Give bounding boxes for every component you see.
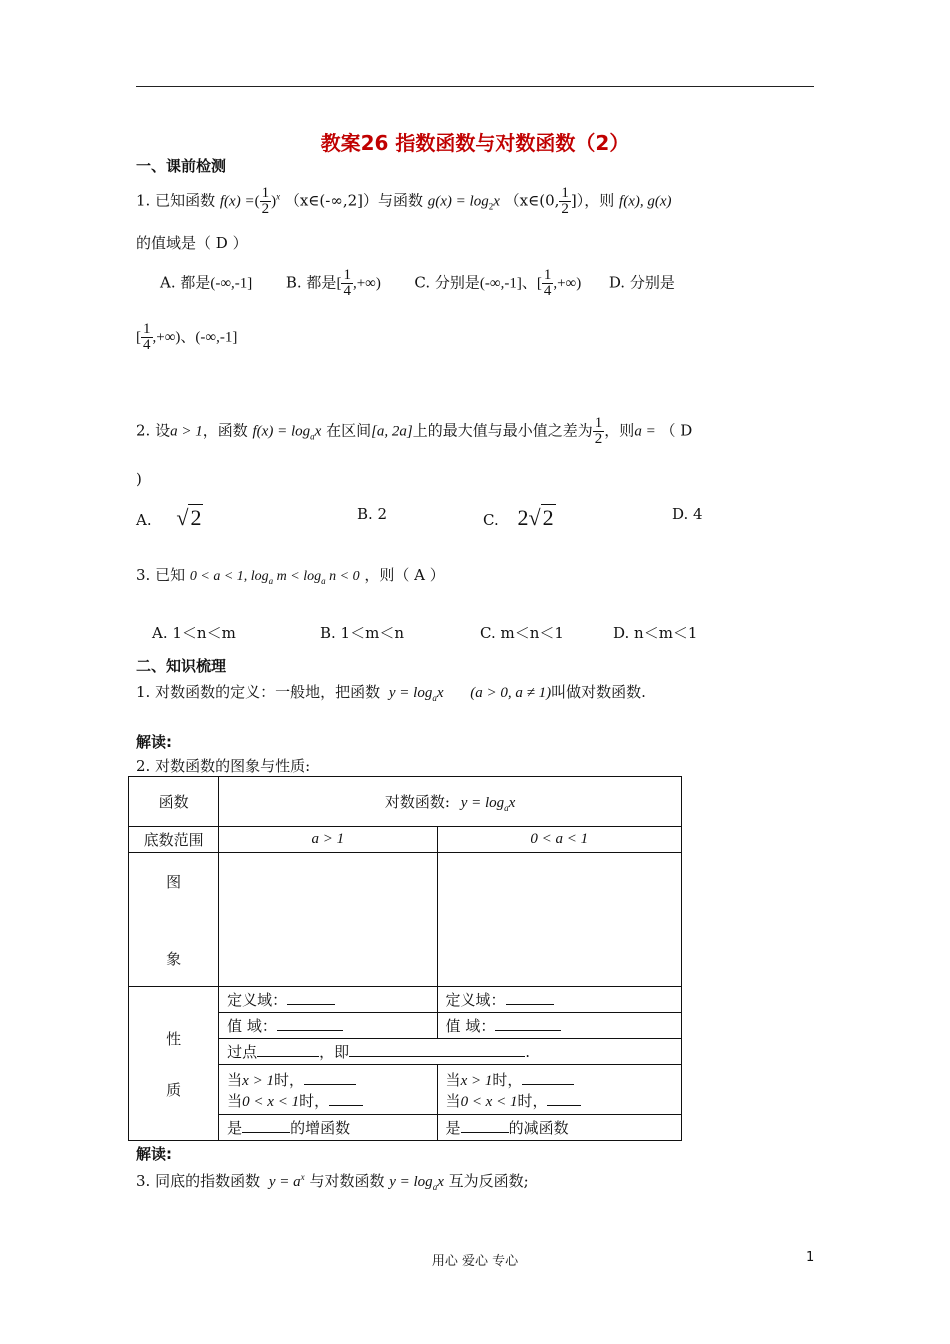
- fraction-half: $\frac{1}{2}$: [261, 185, 270, 217]
- fraction-quarter-3: $\frac{1}{4}$: [143, 321, 151, 353]
- log-function-table: [128, 776, 682, 1141]
- question-1-line-2: 的值域是（ D ）: [136, 234, 248, 252]
- increasing-left: 是 的增函数: [219, 1115, 437, 1141]
- range-left: 值 域：: [219, 1013, 437, 1039]
- domain-right: 定义域：: [437, 987, 681, 1013]
- row-label-function: 函数: [129, 777, 219, 827]
- question-2-options: A. √2: [136, 505, 202, 530]
- question-3-option-d: D. n＜m＜1: [613, 624, 698, 642]
- row-label-properties: 性 质: [129, 987, 219, 1141]
- knowledge-3: 3. 同底的指数函数 $y = a^x$ 与对数函数 $y = \log_ax$ 互为反函数;: [136, 1172, 529, 1192]
- question-2-close: ): [136, 470, 142, 488]
- question-3-option-c: C. m＜n＜1: [480, 624, 564, 642]
- knowledge-1: 1. 对数函数的定义：一般地，把函数 $y = \log_ax$ (a > 0, a ≠ 1)叫做对数函数.: [136, 683, 646, 703]
- fraction-quarter-2: $\frac{1}{4}$: [543, 267, 552, 299]
- section-heading-1: 一、课前检测: [136, 157, 227, 175]
- passes-point: 过点 ，即 .: [219, 1039, 682, 1065]
- two-sqrt-two: 2√2: [517, 505, 554, 530]
- sqrt-two: √2: [176, 505, 202, 530]
- graph-cell-lt1: [437, 853, 681, 987]
- question-3-option-b: B. 1＜m＜n: [320, 624, 404, 642]
- question-3: 3. 已知 0 < a < 1, $\log_a m < \log_a n < 0$ ，则（ A ）: [136, 566, 445, 586]
- question-1: 1. 已知函数 f(x) =( $\frac{1}{2}$ )$^x$ （x∈(-∞,2]）与函数 $g(x) = \log_2x$ （x∈(0, $\frac{1}{2}$ ]），则 f(x), g(x): [136, 185, 672, 217]
- when-left: 当x > 1时， 当0 < x < 1时，: [219, 1065, 437, 1115]
- question-1-options: A. 都是(-∞,-1] B. 都是[ $\frac{1}{4}$ ,+∞) C. 分别是(-∞,-1]、[ $\frac{1}{4}$ ,+∞) D. 分别是: [160, 267, 675, 299]
- base-gt1: a > 1: [219, 827, 437, 853]
- footer-text: 用心 爱心 专心: [431, 1254, 519, 1269]
- header-rule: [136, 86, 814, 87]
- domain-left: 定义域：: [219, 987, 437, 1013]
- question-1-option-d-cont: [ $\frac{1}{4}$ ,+∞)、(-∞,-1]: [136, 321, 238, 353]
- question-2: 2. 设a > 1，函数 $f(x) = \log_ax$ 在区间[a, 2a]上的最大值与最小值之差为 $\frac{1}{2}$ ，则a = （ D: [136, 415, 693, 447]
- fraction-quarter: $\frac{1}{4}$: [343, 267, 351, 299]
- graph-cell-gt1: [219, 853, 437, 987]
- question-3-option-a: A. 1＜n＜m: [152, 624, 236, 642]
- function-formula-cell: 对数函数: $y = \log_ax$: [219, 777, 682, 827]
- row-label-base: 底数范围: [129, 827, 219, 853]
- page-number: 1: [806, 1250, 815, 1265]
- question-2-option-d: D. 4: [672, 505, 703, 523]
- row-label-graph: 图 象: [129, 853, 219, 987]
- jiedu-2: 解读:: [136, 1145, 172, 1163]
- question-2-option-c: C. 2√2: [483, 505, 554, 530]
- page-title: 教案26 指数函数与对数函数（2）: [320, 131, 630, 155]
- knowledge-2: 2. 对数函数的图象与性质:: [136, 757, 311, 775]
- jiedu-1: 解读:: [136, 733, 172, 751]
- decreasing-right: 是 的减函数: [437, 1115, 681, 1141]
- fraction-half-2: $\frac{1}{2}$: [561, 185, 569, 217]
- fraction-half-3: $\frac{1}{2}$: [594, 415, 603, 447]
- base-lt1: 0 < a < 1: [437, 827, 681, 853]
- question-2-option-b: B. 2: [357, 505, 388, 523]
- section-heading-2: 二、知识梳理: [136, 657, 227, 675]
- when-right: 当x > 1时， 当0 < x < 1时，: [437, 1065, 681, 1115]
- range-right: 值 域：: [437, 1013, 681, 1039]
